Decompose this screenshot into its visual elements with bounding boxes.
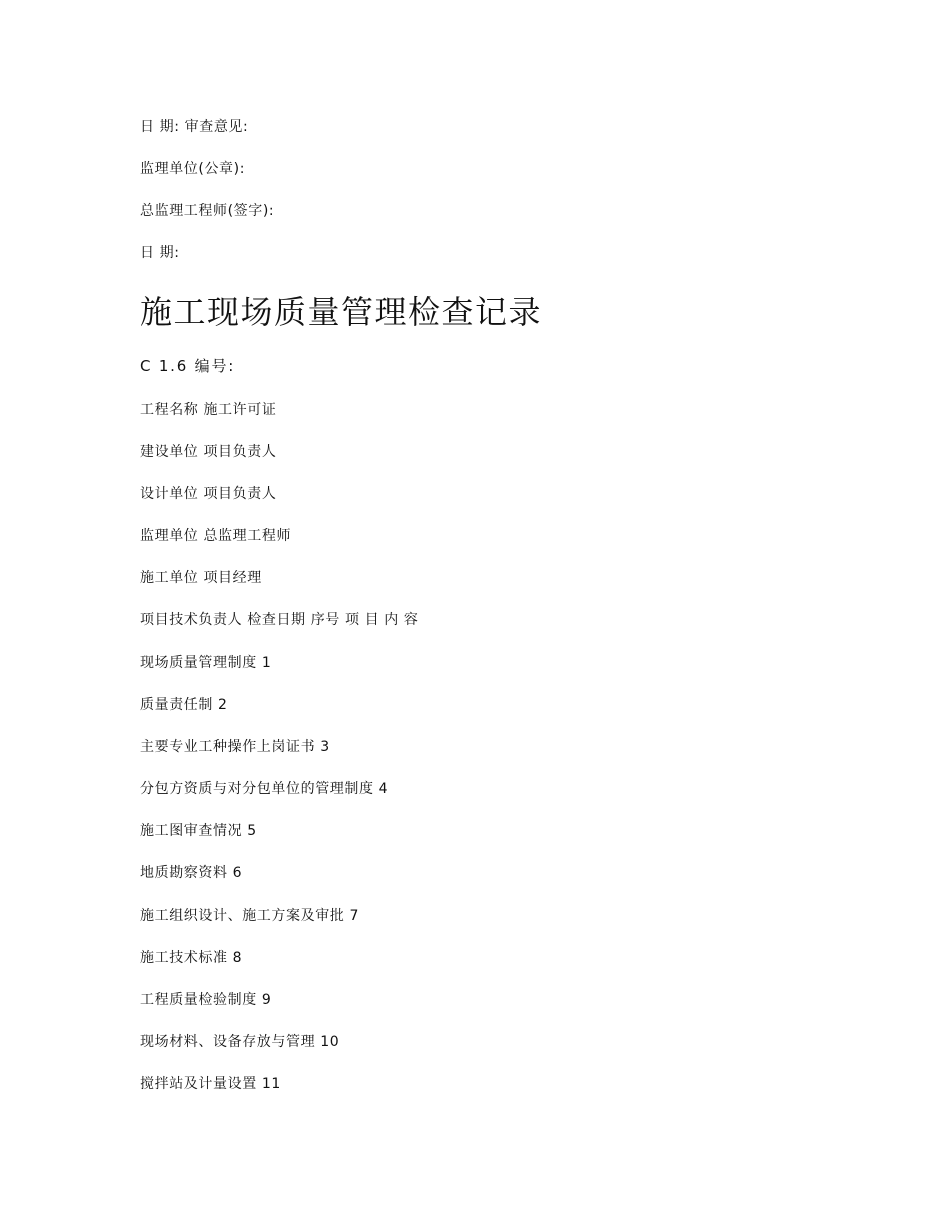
check-item: 分包方资质与对分包单位的管理制度 4 — [140, 781, 389, 797]
check-item: 搅拌站及计量设置 11 — [140, 1076, 281, 1092]
check-item: 主要专业工种操作上岗证书 3 — [140, 739, 330, 755]
check-item: 施工组织设计、施工方案及审批 7 — [140, 908, 359, 924]
check-item: 现场材料、设备存放与管理 10 — [140, 1034, 340, 1050]
info-line: 建设单位 项目负责人 — [140, 444, 277, 460]
info-line: 工程名称 施工许可证 — [140, 402, 277, 418]
check-item: 施工技术标准 8 — [140, 950, 243, 966]
info-line: 设计单位 项目负责人 — [140, 486, 277, 502]
review-date-line: 日 期: 审查意见: — [140, 119, 249, 135]
check-item: 质量责任制 2 — [140, 697, 228, 713]
supervision-unit-seal-line: 监理单位(公章): — [140, 161, 246, 177]
form-code: C 1.6 编号: — [140, 357, 236, 375]
document-title: 施工现场质量管理检查记录 — [140, 293, 543, 331]
check-item: 现场质量管理制度 1 — [140, 655, 272, 671]
info-line: 监理单位 总监理工程师 — [140, 528, 292, 544]
chief-engineer-signature-line: 总监理工程师(签字): — [140, 203, 275, 219]
date-line: 日 期: — [140, 245, 180, 261]
info-line: 项目技术负责人 检查日期 序号 项 目 内 容 — [140, 612, 419, 628]
info-line: 施工单位 项目经理 — [140, 570, 262, 586]
check-item: 地质勘察资料 6 — [140, 865, 243, 881]
check-item: 工程质量检验制度 9 — [140, 992, 272, 1008]
check-item: 施工图审查情况 5 — [140, 823, 257, 839]
